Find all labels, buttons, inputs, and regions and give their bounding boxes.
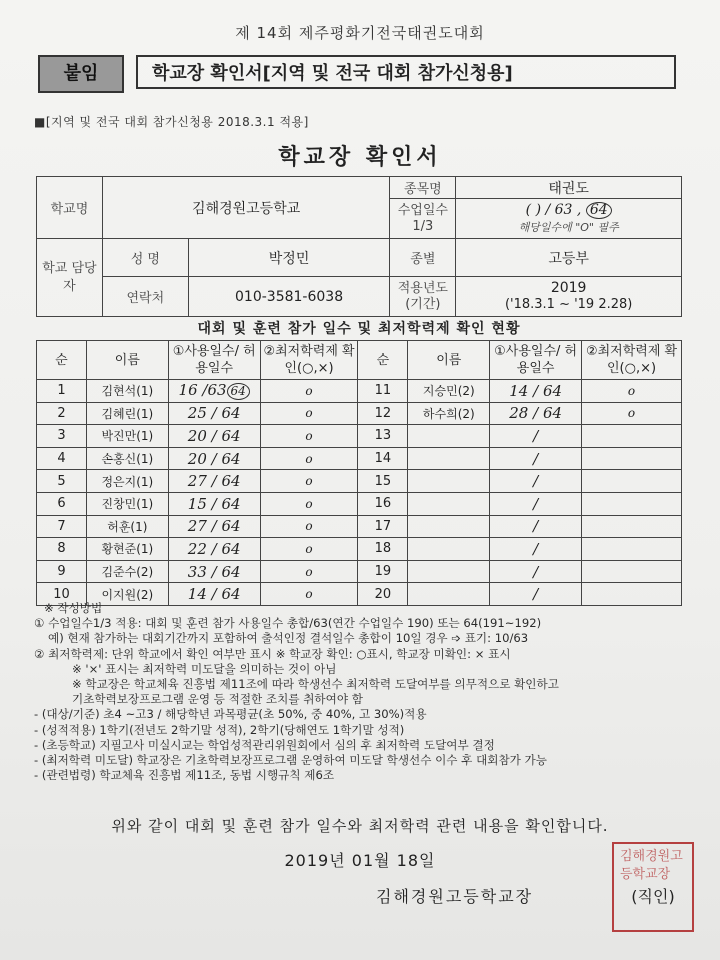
method-line: ※ '×' 표시는 최저학력 미도달을 의미하는 것이 아님 [72,661,337,676]
method-line: ※ 학교장은 학교체육 진흥법 제11조에 따라 학생선수 최저학력 도달여부를 의무적으로 확인하고 [72,677,559,692]
school-name: 김해경원고등학교 [102,177,390,239]
row-no: 8 [37,538,87,561]
event-label: 종목명 [390,177,456,199]
header-academic: ②최저학력제 확인(○,×) [260,341,358,380]
used-days-value: 22 / 64 [187,539,241,558]
principal-name: 김해경원고등학교장 [376,887,534,906]
academic-mark: o [260,583,358,606]
student-name [408,425,490,448]
student-name [408,470,490,493]
student-name: 지승민(2) [408,380,490,403]
period-label: 적용년도 (기간) [390,277,456,317]
student-name: 김준수(2) [86,560,168,583]
academic-mark: o [260,538,358,561]
row-no: 3 [37,425,87,448]
method-line: - (관련법령) 학교체육 진흥법 제11조, 동법 시행규칙 제6조 [34,768,335,783]
row-no: 14 [358,447,408,470]
academic-mark: o [582,402,682,425]
row-no: 2 [37,402,87,425]
student-name: 진창민(1) [86,492,168,515]
row-no: 11 [358,380,408,403]
circled-days: 64 [227,383,250,400]
name-value: 박정민 [188,239,390,277]
used-days [168,560,260,583]
academic-mark [582,560,682,583]
method-title: ※ 작성방법 [44,601,103,615]
days-value: ( ) / 63 , [525,201,582,218]
method-line: - (초등학교) 지필고사 미실시교는 학업성적관리위원회에서 심의 후 최저학력 도달여부 결정 [34,737,495,752]
method-line: - (최저학력 미도달) 학교장은 기초학력보장프로그램 운영하여 미도달 학생선수 이수 후 대회참가 가능 [34,753,547,768]
student-name: 이지원(2) [86,583,168,606]
used-days [168,470,260,493]
method-line: 기초학력보장프로그램 운영 등 적절한 조치를 취하여야 함 [72,692,363,707]
used-days: 28 / 64 [490,402,582,425]
used-days: / [490,425,582,448]
used-days [168,425,260,448]
row-no: 18 [358,538,408,561]
academic-mark: o [260,447,358,470]
school-info-table [36,176,682,317]
used-days: / [490,583,582,606]
used-days [168,380,260,403]
student-name [408,538,490,561]
row-no: 13 [358,425,408,448]
student-name: 정은지(1) [86,470,168,493]
days-label: 수업일수 1/3 [390,199,456,239]
contact-value: 010-3581-6038 [188,277,390,317]
student-name [408,492,490,515]
row-no: 1 [37,380,87,403]
used-days-value: 27 / 64 [187,472,241,491]
student-name: 손홍신(1) [86,447,168,470]
header-days-right: ①사용일수/ 허용일수 [490,341,582,380]
academic-mark [582,538,682,561]
used-days-value: 27 / 64 [187,517,241,536]
table-row [37,380,682,403]
academic-mark: o [260,470,358,493]
method-line: ① 수업일수1/3 적용: 대회 및 훈련 참가 사용일수 총합/63(연간 수업일수 190) 또는 64(191~192) [34,616,542,631]
division-label: 종별 [390,239,456,277]
table-row [37,492,682,515]
academic-mark [582,515,682,538]
academic-mark [582,470,682,493]
manager-label: 학교 담당자 [37,239,103,317]
days-circled: 64 [586,202,612,219]
academic-mark: o [260,492,358,515]
name-label: 성 명 [102,239,188,277]
used-days-value: 15 / 64 [187,494,241,513]
stats-title: 대회 및 훈련 참가 일수 및 최저학력제 확인 현황 [197,321,521,337]
used-days-value: 20 / 64 [187,449,241,468]
form-title: 학교장 확인서[지역 및 전국 대회 참가신청용] [136,55,676,89]
header-name-right: 이름 [408,341,490,380]
student-name: 김혜린(1) [86,402,168,425]
row-no: 17 [358,515,408,538]
period-range: ('18.3.1 ~ '19 2.28) [504,297,633,312]
used-days [168,538,260,561]
used-days: / [490,560,582,583]
student-name [408,447,490,470]
page-title: 학교장 확인서 [278,145,442,170]
days-cell [456,199,682,239]
table-row [37,425,682,448]
contact-label: 연락처 [102,277,188,317]
row-no: 9 [37,560,87,583]
row-no: 19 [358,560,408,583]
academic-mark: o [260,402,358,425]
used-days-value: 25 / 64 [187,404,241,423]
used-days [168,515,260,538]
division-value: 고등부 [456,239,682,277]
row-no: 5 [37,470,87,493]
academic-mark: o [260,560,358,583]
header-academic-right: ②최저학력제 확인(○,×) [582,341,682,380]
student-name: 하수희(2) [408,402,490,425]
table-row [37,402,682,425]
used-days: / [490,538,582,561]
applicability-note: ■[지역 및 전국 대회 참가신청용 2018.3.1 적용] [34,115,309,129]
academic-mark: o [582,380,682,403]
school-label: 학교명 [37,177,103,239]
row-no: 7 [37,515,87,538]
period-cell [456,277,682,317]
seal-text: 김해경원고등학교장 [620,849,683,882]
issue-date: 2019년 01월 18일 [284,851,436,870]
academic-mark: o [260,515,358,538]
method-line: - (대상/기준) 초4 ~고3 / 해당학년 과목평균(초 50%, 중 40%, 고 30%)적용 [34,707,427,722]
table-row [37,447,682,470]
method-line: 예) 현재 참가하는 대회기간까지 포함하여 출석인정 결석일수 총합이 10일 경우 ➩ 표기: 10/63 [48,631,529,646]
attachment-badge: 붙임 [38,55,124,93]
table-row [37,515,682,538]
table-row [37,560,682,583]
used-days-value: 16 /63 [178,381,227,400]
used-days: / [490,447,582,470]
confirmation-text: 위와 같이 대회 및 훈련 참가 일수와 최저학력 관련 내용을 확인합니다. [111,817,609,835]
days-note: 해당일수에 "O" 필주 [518,220,619,234]
row-no: 12 [358,402,408,425]
row-no: 20 [358,583,408,606]
row-no: 6 [37,492,87,515]
used-days: / [490,515,582,538]
used-days: 14 / 64 [490,380,582,403]
stats-table [36,340,682,606]
event-value: 태권도 [456,177,682,199]
academic-mark: o [260,380,358,403]
used-days-value: 33 / 64 [187,562,241,581]
method-line: ② 최저학력제: 단위 학교에서 확인 여부만 표시 ※ 학교장 확인: ○표시, 학교장 미확인: × 표시 [34,646,511,661]
academic-mark [582,425,682,448]
academic-mark [582,447,682,470]
row-no: 4 [37,447,87,470]
header-name: 이름 [86,341,168,380]
method-line: - (성적적용) 1학기(전년도 2학기말 성적), 2학기(당해연도 1학기말 성적) [34,722,405,737]
period-year: 2019 [550,280,587,296]
table-row [37,470,682,493]
academic-mark: o [260,425,358,448]
header-no-right: 순 [358,341,408,380]
used-days-value: 20 / 64 [187,426,241,445]
header-days: ①사용일수/ 허용일수 [168,341,260,380]
used-days-value: 14 / 64 [187,585,241,604]
used-days [168,402,260,425]
student-name [408,515,490,538]
used-days: / [490,470,582,493]
student-name: 김현석(1) [86,380,168,403]
table-row [37,538,682,561]
row-no: 16 [358,492,408,515]
student-name [408,560,490,583]
student-name: 황현준(1) [86,538,168,561]
writing-instructions [34,601,694,783]
academic-mark [582,492,682,515]
seal-label: (직인) [631,887,675,906]
used-days [168,447,260,470]
header-no: 순 [37,341,87,380]
row-no: 15 [358,470,408,493]
used-days: / [490,492,582,515]
student-name: 박진만(1) [86,425,168,448]
used-days [168,492,260,515]
event-header: 제 14회 제주평화기전국태권도대회 [235,24,485,42]
student-name: 허훈(1) [86,515,168,538]
row-no: 10 [37,583,87,606]
